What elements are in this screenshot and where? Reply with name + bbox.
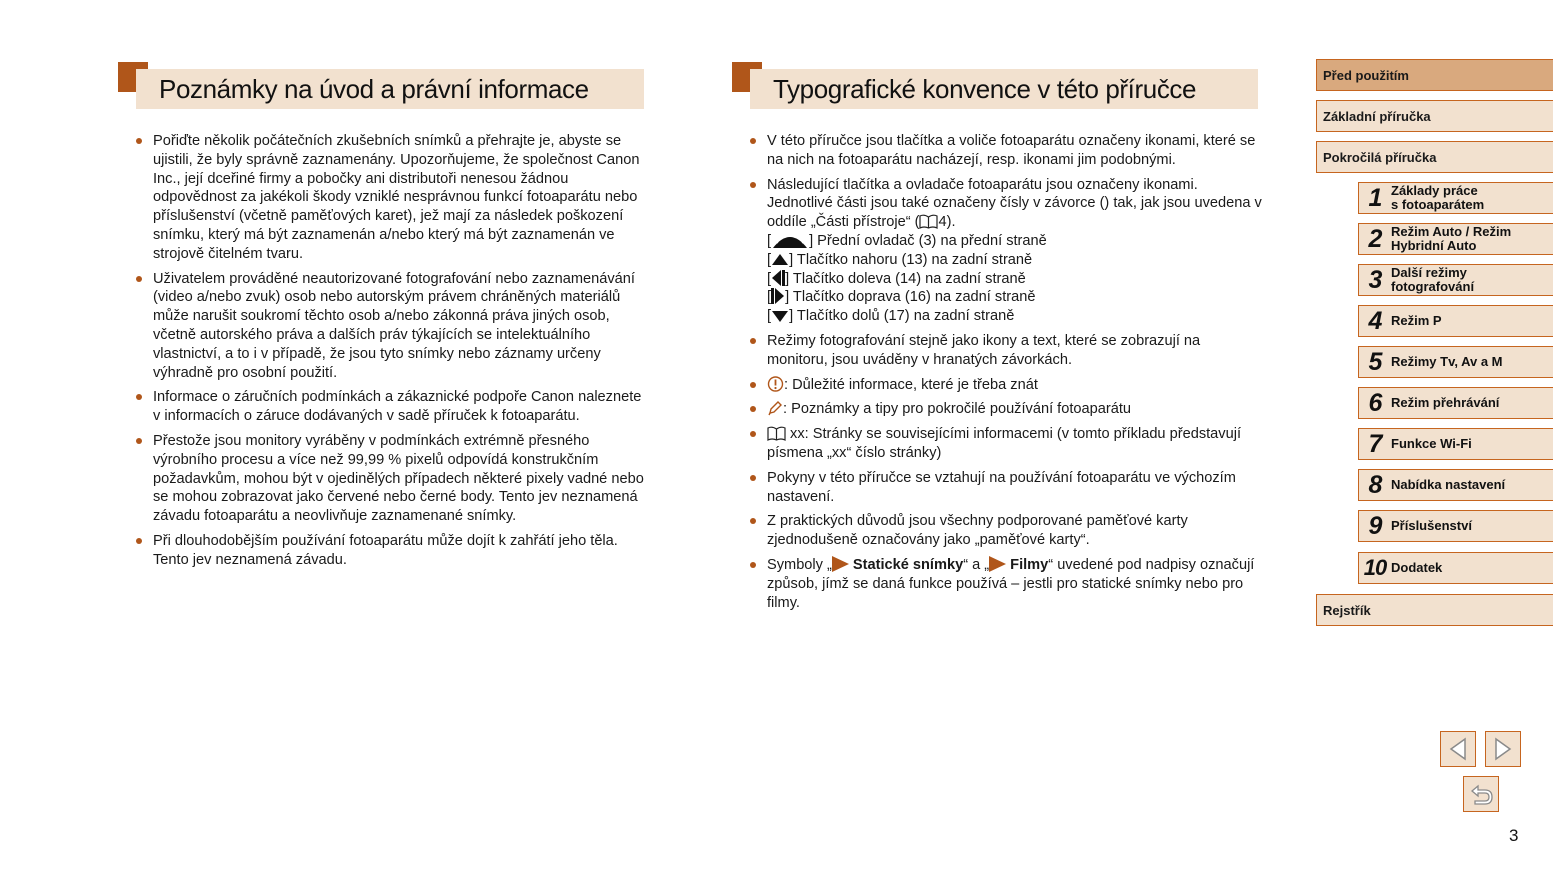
- chapter-label: Funkce Wi-Fi: [1391, 436, 1472, 451]
- chapter-label: Dodatek: [1391, 560, 1443, 575]
- right-arrow-icon: [1492, 737, 1514, 761]
- chapter-9[interactable]: [1358, 510, 1553, 542]
- list-item: Z praktických důvodů jsou všechny podporované paměťové karty zjednodušeně označovány jako „paměťové karty“.: [767, 512, 1262, 550]
- page-reference-link[interactable]: 4).: [938, 214, 956, 231]
- chapter-number: 9: [1368, 511, 1382, 540]
- chapter-label-line1: Režim Auto / Režim: [1391, 224, 1512, 239]
- up-arrow-icon: [771, 253, 789, 267]
- still-images-label: Statické snímky: [852, 556, 964, 573]
- right-arrow-icon: [771, 288, 785, 304]
- chapter-label: Režim přehrávání: [1391, 395, 1500, 410]
- prev-page-button[interactable]: [1440, 731, 1476, 767]
- nav-before-use[interactable]: Před použitím: [1316, 59, 1553, 91]
- chapter-label-line1: Další režimy: [1391, 265, 1467, 280]
- legal-section: [118, 62, 648, 576]
- chapter-label: Režimy Tv, Av a M: [1391, 354, 1503, 369]
- movies-icon: [989, 556, 1006, 572]
- conventions-section: [732, 62, 1262, 618]
- control-down: ] Tlačítko dolů (17) na zadní straně: [789, 308, 1015, 325]
- conventions-list: [732, 132, 1262, 612]
- controls-intro: Následující tlačítka a ovladače fotoaparátu jsou označeny ikonami. Jednotlivé části jsou také označeny čísly v závorce () tak, jak jsou uvedena v oddíle „Části přístroje“ (: [767, 176, 1262, 231]
- symbols-text-c: “ uvedené pod nadpisy označují způsob, jímž se daná funkce používá – jestli pro statické snímky nebo pro filmy.: [767, 556, 1255, 611]
- chapter-4[interactable]: [1358, 305, 1553, 337]
- chapter-label-line1: Základy práce: [1391, 183, 1478, 198]
- list-item: Přestože jsou monitory vyráběny v podmínkách extrémně přesného výrobního procesu a více než 99,99 % pixelů odpovídá konstrukčním požadavkům, mohou být v ojedinělých případech některé pixely vadné nebo se mohou zobrazovat jako červené nebo černé body. Tento jev neznamená závadu fotoaparátu a neovlivňuje zaznamenané snímky.: [153, 432, 648, 526]
- chapter-label: Příslušenství: [1391, 518, 1472, 533]
- symbols-text-a: Symboly „: [767, 556, 832, 573]
- chapter-number: 1: [1368, 183, 1382, 212]
- chapter-number: 8: [1368, 470, 1382, 499]
- legal-list: [118, 132, 648, 570]
- list-item: [767, 425, 1262, 463]
- section-title: Typografické konvence v této příručce: [773, 74, 1197, 104]
- page-title: Poznámky na úvod a právní informace: [159, 74, 589, 104]
- chapter-label: [1391, 184, 1484, 212]
- chapter-10[interactable]: [1358, 552, 1553, 584]
- nav-advanced-guide[interactable]: Pokročilá příručka: [1316, 141, 1553, 173]
- chapter-2[interactable]: [1358, 223, 1553, 255]
- movies-label: Filmy: [1010, 556, 1049, 573]
- chapter-label: [1391, 225, 1511, 253]
- important-note: : Důležité informace, které je třeba znát: [784, 376, 1038, 393]
- chapter-number: 2: [1368, 224, 1382, 253]
- book-icon: [767, 426, 786, 441]
- front-dial-icon: [771, 232, 809, 248]
- chapter-1[interactable]: [1358, 182, 1553, 214]
- chapter-label-line2: fotografování: [1391, 279, 1475, 294]
- next-page-button[interactable]: [1485, 731, 1521, 767]
- page-number: 3: [1509, 826, 1519, 845]
- list-item: Informace o záručních podmínkách a zákaznické podpoře Canon naleznete v informacích o záruce dodávaných v sadě příruček k fotoaparátu.: [153, 388, 648, 426]
- list-item: [767, 376, 1262, 395]
- chapter-6[interactable]: [1358, 387, 1553, 419]
- list-item: [767, 556, 1262, 612]
- list-item: Uživatelem prováděné neautorizované fotografování nebo zaznamenávání (video a/nebo zvuk) osob nebo autorským právem chráněných materiálů může narušit soukromí těchto osob a/nebo zákonná práva jiných osob, včetně autorského práva a dalších práv týkajících se intelektuálního vlastnictví, a to i v případě, že jsou tyto snímky nebo záznamy určeny výhradně pro osobní použití.: [153, 270, 648, 383]
- book-icon: [919, 214, 938, 229]
- list-item: [767, 400, 1262, 419]
- list-item: Pořiďte několik počátečních zkušebních snímků a přehrajte je, abyste se ujistili, že byly správně zaznamenány. Upozorňujeme, že společnost Canon Inc., její dceřiné firmy a pobočky ani distributoři nenesou žádnou odpovědnost za jakékoli škody vzniklé nesprávnou funkcí fotoaparátu nebo příslušenství (včetně paměťových karet), jež mají za následek poškození snímku, který má být zaznamenán a/nebo který má být zaznamenán ve strojově čitelném tvaru.: [153, 132, 648, 264]
- control-right: ] Tlačítko doprava (16) na zadní straně: [785, 289, 1036, 306]
- chapter-label: Nabídka nastavení: [1391, 477, 1506, 492]
- tips-note: : Poznámky a tipy pro pokročilé používání fotoaparátu: [783, 401, 1132, 418]
- list-item: V této příručce jsou tlačítka a voliče fotoaparátu označeny ikonami, které se na nich na fotoaparátu nacházejí, resp. ikonami jim podobnými.: [767, 132, 1262, 170]
- section-heading: [732, 62, 1262, 110]
- chapter-label: [1391, 266, 1474, 294]
- control-left: ] Tlačítko doleva (14) na zadní straně: [785, 270, 1026, 287]
- nav-index[interactable]: Rejstřík: [1316, 594, 1553, 626]
- chapter-7[interactable]: [1358, 428, 1553, 460]
- chapter-5[interactable]: [1358, 346, 1553, 378]
- chapter-number: 5: [1368, 347, 1382, 376]
- chapter-label-line2: Hybridní Auto: [1391, 238, 1477, 253]
- chapter-number: 4: [1368, 306, 1382, 335]
- symbols-text-b: “ a „: [963, 556, 990, 573]
- list-item: Režimy fotografování stejně jako ikony a text, které se zobrazují na monitoru, jsou uváděny v hranatých závorkách.: [767, 332, 1262, 370]
- left-arrow-icon: [1447, 737, 1469, 761]
- chapter-label-line2: s fotoaparátem: [1391, 197, 1485, 212]
- control-front-dial: ] Přední ovladač (3) na přední straně: [809, 232, 1047, 249]
- chapter-number: 6: [1368, 388, 1382, 417]
- chapter-number: 7: [1368, 429, 1382, 458]
- back-button[interactable]: [1463, 776, 1499, 812]
- nav-basic-guide[interactable]: Základní příručka: [1316, 100, 1553, 132]
- left-arrow-icon: [771, 270, 785, 286]
- down-arrow-icon: [771, 309, 789, 323]
- pencil-icon: [767, 400, 783, 416]
- list-item: Při dlouhodobějším používání fotoaparátu může dojít k zahřátí jeho těla. Tento jev neznamená závadu.: [153, 532, 648, 570]
- return-arrow-icon: [1468, 782, 1494, 806]
- chapter-number: 3: [1368, 265, 1382, 294]
- chapter-label: Režim P: [1391, 313, 1442, 328]
- chapter-3[interactable]: [1358, 264, 1553, 296]
- section-heading: [118, 62, 648, 110]
- control-up: ] Tlačítko nahoru (13) na zadní straně: [789, 251, 1033, 268]
- page-ref-note: xx: Stránky se souvisejícími informacemi (v tomto příkladu představují písmena „xx“ číslo stránky): [767, 426, 1241, 461]
- list-item: Pokyny v této příručce se vztahují na používání fotoaparátu ve výchozím nastavení.: [767, 469, 1262, 507]
- chapter-8[interactable]: [1358, 469, 1553, 501]
- still-images-icon: [832, 556, 849, 572]
- list-item: Následující tlačítka a ovladače fotoaparátu jsou označeny ikonami. Jednotlivé části jsou také označeny čísly v závorce () tak, jak jsou uvedena v oddíle „Části přístroje“ ( 4). [ ] Přední ovladač (3) na přední straně [ ] Tlačítko nahoru (13) na zadní straně [ ] Tlačítko doleva (14) na zadní straně [ ] Tlačítko doprava (16) na zadní straně [ ] Tlačítko dolů (17) na zadní straně: [767, 176, 1262, 325]
- important-icon: [767, 376, 784, 392]
- chapter-number: 10: [1363, 555, 1387, 580]
